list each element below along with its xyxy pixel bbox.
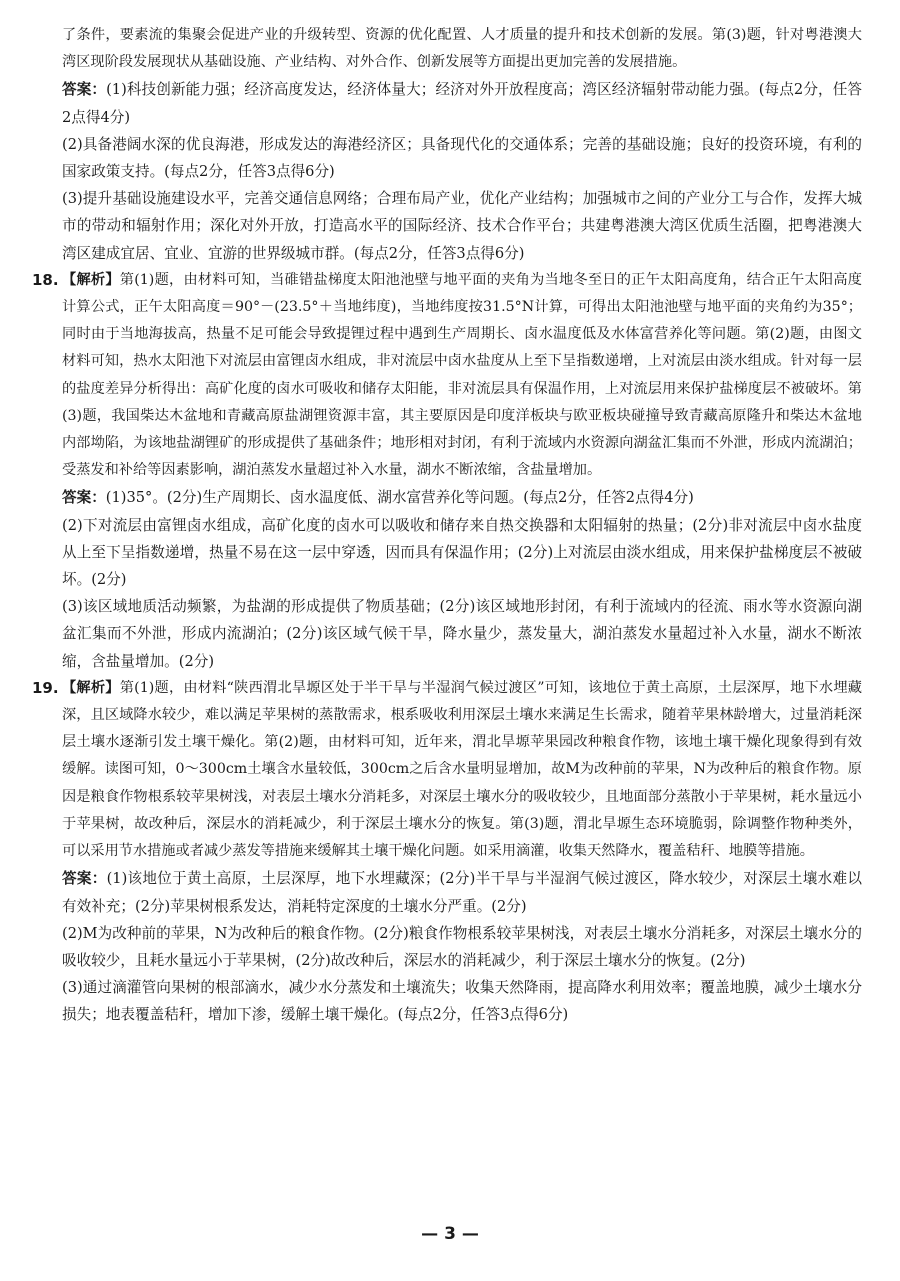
q17-answer-1: 答案：(1)科技创新能力强；经济高度发达，经济体量大；经济对外开放程度高；湾区经济辐射带动能力强。(每点2分，任答2点得4分) <box>62 81 862 126</box>
q18-answer-3: (3)该区域地质活动频繁，为盐湖的形成提供了物质基础；(2分)该区域地形封闭，有利于流域内的径流、雨水等水资源向湖盆汇集而不外泄，形成内流湖泊；(2分)该区域气候干旱，降水量少，蒸发量大，湖泊蒸发水量超过补入水量，湖水不断浓缩，含盐量增加。(2分) <box>62 598 862 670</box>
answer-label: 答案： <box>62 81 107 99</box>
analysis-tag: 【解析】 <box>62 271 120 288</box>
question-18 <box>32 267 862 675</box>
q18-answer-2: (2)下对流层由富锂卤水组成，高矿化度的卤水可以吸收和储存来自热交换器和太阳辐射的热量；(2分)非对流层中卤水盐度从上至下呈指数递增，热量不易在这一层中穿透，因而具有保温作用；(2分)上对流层由淡水组成，用来保护盐梯度层不被破坏。(2分) <box>62 516 862 589</box>
q18-answer <box>62 484 862 674</box>
q18-answer-1: 答案：(1)35°。(2分)生产周期长、卤水温度低、湖水富营养化等问题。(每点2分，任答2点得4分) <box>62 489 694 507</box>
q18-explanation <box>62 267 862 485</box>
q19-answer-1: 答案：(1)该地位于黄土高原，土层深厚，地下水埋藏深；(2分)半干旱与半湿润气候过渡区，降水较少，对深层土壤水难以有效补充；(2分)苹果树根系发达，消耗特定深度的土壤水分严重。(2分) <box>62 870 862 915</box>
q17-answer <box>62 76 862 266</box>
answer-label: 答案： <box>62 870 107 888</box>
q19-answer-3: (3)通过滴灌管向果树的根部滴水，减少水分蒸发和土壤流失；收集天然降雨，提高降水利用效率；覆盖地膜，减少土壤水分损失；地表覆盖秸秆，增加下渗，缓解土壤干燥化。(每点2分，任答3点得6分) <box>62 979 862 1024</box>
document-page <box>32 22 862 1029</box>
analysis-tag: 【解析】 <box>62 679 120 696</box>
question-number: 18. <box>32 270 59 289</box>
q17-answer-3: (3)提升基础设施建设水平，完善交通信息网络；合理布局产业，优化产业结构；加强城市之间的产业分工与合作，发挥大城市的带动和辐射作用；深化对外开放，打造高水平的国际经济、技术合作平台；共建粤港澳大湾区优质生活圈，把粤港澳大湾区建成宜居、宜业、宜游的世界级城市群。(每点2分，任答3点得6分) <box>62 190 862 262</box>
q17-explanation-continued <box>62 22 862 76</box>
q18-explain-text: 第(1)题，由材料可知，当碓错盐梯度太阳池池壁与地平面的夹角为当地冬至日的正午太阳高度角，结合正午太阳高度计算公式，正午太阳高度＝90°－(23.5°＋当地纬度)，当地纬度按31.5°N计算，可得出太阳池池壁与地平面的夹角约为35°；同时由于当地海拔高，热量不足可能会导致提锂过程中遇到生产周期长、卤水温度低及水体富营养化等问题。第(2)题，由图文材料可知，热水太阳池下对流层由富锂卤水组成，非对流层中卤水盐度从上至下呈指数递增，上对流层由淡水组成。针对每一层的盐度差异分析得出：高矿化度的卤水可吸收和储存太阳能，非对流层具有保温作用，上对流层用来保护盐梯度层不被破坏。第(3)题，我国柴达木盆地和青藏高原盐湖锂资源丰富，其主要原因是印度洋板块与欧亚板块碰撞导致青藏高原隆升和柴达木盆地内部坳陷，为该地盐湖锂矿的形成提供了基础条件；地形相对封闭，有利于流域内水资源向湖盆汇集而不外泄，形成内流湖泊；受蒸发和补给等因素影响，湖泊蒸发水量超过补入水量，湖水不断浓缩，含盐量增加。 <box>62 271 862 479</box>
q19-explain-text: 第(1)题，由材料“陕西渭北旱塬区处于半干旱与半湿润气候过渡区”可知，该地位于黄土高原，土层深厚，地下水埋藏深，且区域降水较少，难以满足苹果树的蒸散需求，根系吸收利用深层土壤水来满足生长需求，随着苹果林龄增大，过量消耗深层土壤水逐渐引发土壤干燥化。第(2)题，由材料可知，近年来，渭北旱塬苹果园改种粮食作物，该地土壤干燥化现象得到有效缓解。读图可知，0～300cm土壤含水量较低，300cm之后含水量明显增加，故M为改种前的苹果，N为改种后的粮食作物。原因是粮食作物根系较苹果树浅，对表层土壤水分消耗多，对深层土壤水分的吸收较少，且地面部分蒸散小于苹果树，耗水量远小于苹果树，故改种后，深层水的消耗减少，利于深层土壤水分的恢复。第(3)题，渭北旱塬生态环境脆弱，除调整作物种类外，可以采用节水措施或者减少蒸发等措施来缓解其土壤干燥化问题。如采用滴灌，收集天然降水，覆盖秸秆、地膜等措施。 <box>62 679 862 860</box>
page-number: — 3 — <box>421 1224 479 1244</box>
q19-answer <box>62 865 862 1028</box>
answer-label: 答案： <box>62 489 106 507</box>
question-19 <box>32 675 862 1029</box>
q19-explanation <box>62 675 862 865</box>
question-number: 19. <box>32 678 59 697</box>
q17-explain-text: 了条件，要素流的集聚会促进产业的升级转型、资源的优化配置、人才质量的提升和技术创新的发展。第(3)题，针对粤港澳大湾区现阶段发展现状从基础设施、产业结构、对外合作、创新发展等方面提出更加完善的发展措施。 <box>62 27 862 71</box>
q17-answer-2: (2)具备港阔水深的优良海港，形成发达的海港经济区；具备现代化的交通体系；完善的基础设施；良好的投资环境，有利的国家政策支持。(每点2分，任答3点得6分) <box>62 135 862 181</box>
q19-answer-2: (2)M为改种前的苹果，N为改种后的粮食作物。(2分)粮食作物根系较苹果树浅，对表层土壤水分消耗多，对深层土壤水分的吸收较少，且耗水量远小于苹果树，(2分)故改种后，深层水的消耗减少，利于深层土壤水分的恢复。(2分) <box>62 924 862 969</box>
